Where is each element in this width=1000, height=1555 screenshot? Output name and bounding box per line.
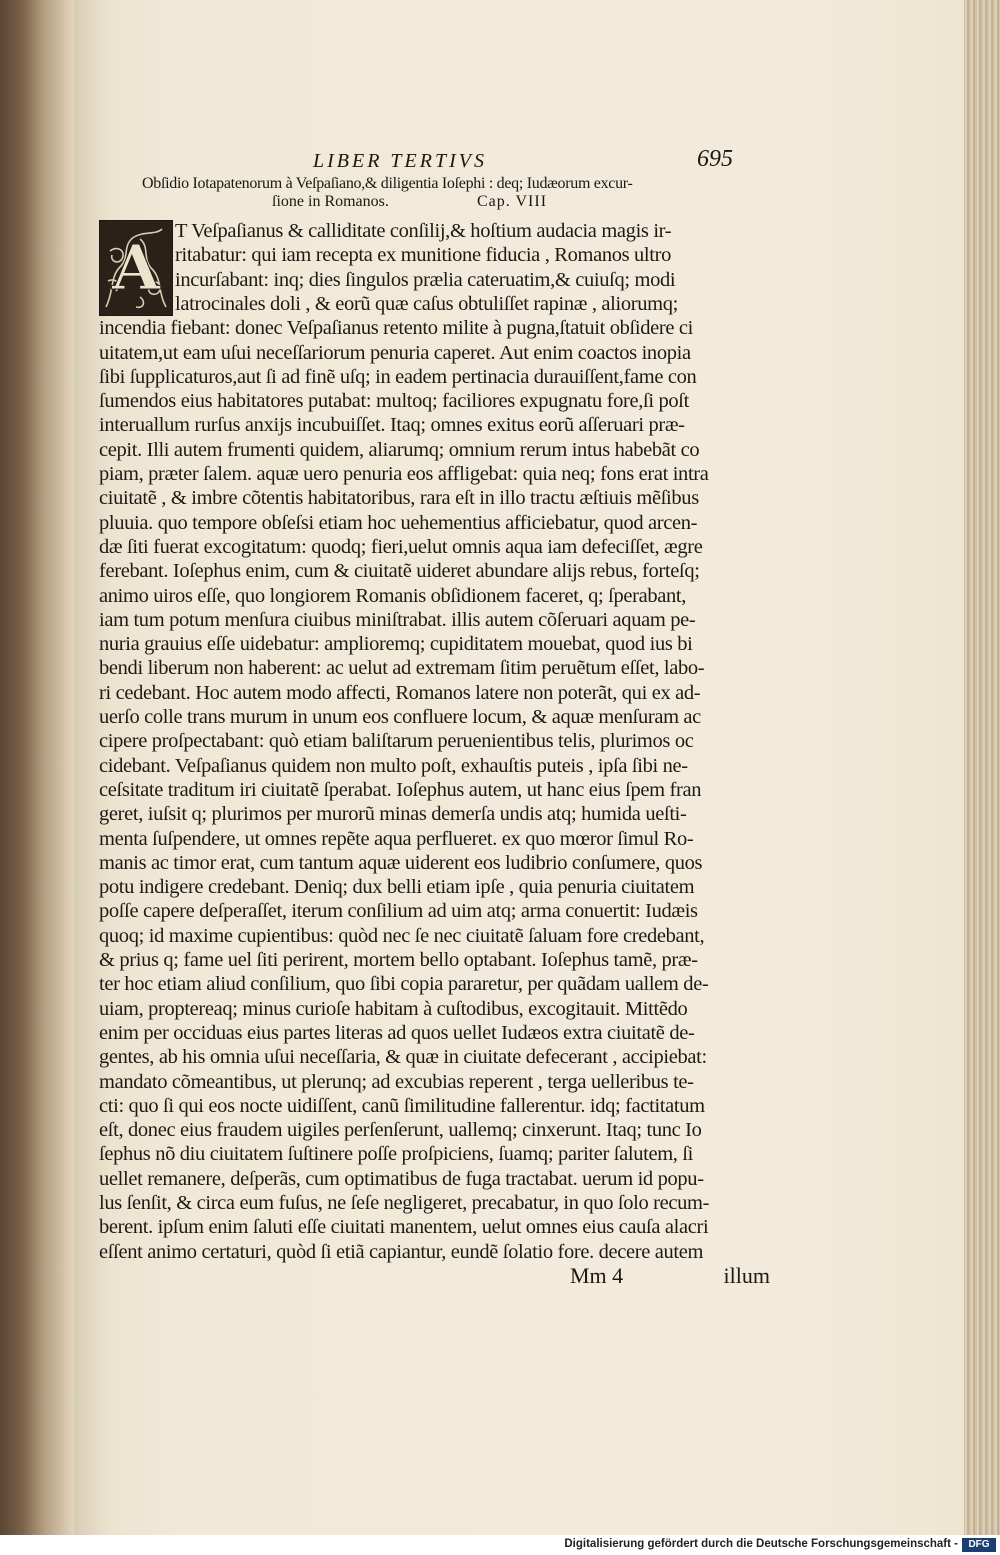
text-line: eſt, donec eius fraudem uigiles perſenſerunt, uallemq; cinxerunt. Itaq; tunc Io xyxy=(99,1119,702,1142)
decorated-initial xyxy=(99,220,173,316)
text-line: dæ ſiti fuerat excogitatum: quodq; fieri,uelut omnis aqua iam defeciſſet, ægre xyxy=(99,535,703,558)
text-line: ſephus nõ diu ciuitatem ſuſtinere poſſe proſpiciens, ſuamq; pariter ſalutem, ſi xyxy=(99,1143,694,1166)
chapter-heading-line-2: ſione in Romanos. xyxy=(272,193,389,210)
running-head-title: LIBER TERTIVS xyxy=(313,150,487,172)
text-line: ferebant. Ioſephus enim, cum & ciuitatẽ uideret abundare alijs rebus, forteſq; xyxy=(99,560,700,583)
text-line: ſibi ſupplicaturos,aut ſi ad finẽ uſq; in eadem pertinacia durauiſſent,fame con xyxy=(99,365,697,388)
text-line: piam, præter ſalem. aquæ uero penuria eos affligebat: quia neq; fons erat intra xyxy=(99,463,709,485)
text-line: uellet remanere, deſperãs, cum optimatibus de fuga tractabat. uerum id popu- xyxy=(99,1167,704,1190)
text-line: uitatem,ut eam uſui neceſſariorum penuria caperet. Aut enim coactos inopia xyxy=(99,341,691,364)
digitization-notice: Digitalisierung gefördert durch die Deutsche Forschungsgemeinschaft - xyxy=(564,1538,958,1550)
chapter-heading xyxy=(142,174,772,214)
text-line: lus ſenſit, & circa eum fuſus, ne ſeſe negligeret, precabatur, in quo ſolo recum- xyxy=(99,1192,710,1214)
text-line: interuallum rurſus anxijs incubuiſſet. Itaq; omnes exitus eorũ aſſeruari præ- xyxy=(99,414,685,437)
text-line: uerſo colle trans murum in unum eos confluere locum, & aquæ menſuram ac xyxy=(99,706,701,728)
text-line: eſſent animo certaturi, quòd ſi etiã capiantur, eundẽ ſolatio fore. decere autem xyxy=(99,1240,704,1263)
text-line: ceſsitate traditum iri ciuitatẽ ſperabat. Ioſephus autem, ut hanc eius ſpem fran xyxy=(99,778,702,801)
text-line: ritabatur: qui iam recepta ex munitione fiducia , Romanos ultro xyxy=(175,244,671,267)
text-line: cidebant. Veſpaſianus quidem non multo poſt, exhauſtis puteis , ipſa ſibi ne- xyxy=(99,754,688,777)
text-line: quoq; id maxime cupientibus: quòd nec ſe nec ciuitatẽ ſaluam fore credebant, xyxy=(99,924,705,947)
digitization-footer xyxy=(0,1535,1000,1555)
text-line: incurſabant: inq; dies ſingulos prælia cateruatim,& cuiuſq; modi xyxy=(175,268,676,291)
text-line: ter hoc etiam aliud conſilium, quo ſibi copia pararetur, per quãdam uallem de- xyxy=(99,973,709,996)
text-line: cepit. Illi autem frumenti quidem, aliarumq; omnium rerum intus habebãt co xyxy=(99,438,700,461)
text-line: latrocinales doli , & eorũ quæ caſus obtuliſſet rapinæ , aliorumq; xyxy=(175,292,678,315)
chapter-heading-line-1: Obſidio Iotapatenorum à Veſpaſiano,& diligentia Ioſephi : deq; Iudæorum excur- xyxy=(142,175,633,192)
text-line: animo uiros eſſe, quo longiorem Romanis obſidionem faceret, q; ſperabant, xyxy=(99,584,687,607)
folio-number: 695 xyxy=(697,146,733,172)
body-text xyxy=(99,218,765,1263)
text-line: & prius q; fame uel ſiti perirent, mortem bello optabant. Ioſephus tamẽ, præ- xyxy=(99,949,698,971)
book-binding-edge xyxy=(0,0,74,1535)
text-line: nuria grauius eſſe uidebatur: amplioremq; cupiditatem mouebat, quod ius bi xyxy=(99,633,693,656)
catchword: illum xyxy=(723,1263,770,1288)
dfg-logo: DFG xyxy=(962,1538,996,1552)
text-line: enim per occiduas eius partes literas ad quos uellet Iudæos extra ciuitatẽ de- xyxy=(99,1021,695,1044)
text-line: cipere proſpectabant: quò etiam baliſtarum peruenientibus telis, plurimos oc xyxy=(99,730,694,753)
page-stack-edge xyxy=(964,0,1000,1535)
initial-letter: A xyxy=(111,231,161,304)
text-line: cti: quo ſi qui eos nocte uidiſſent, canũ ſimilitudine fallerentur. idq; factitatum xyxy=(99,1094,705,1117)
text-line: T Veſpaſianus & calliditate conſilij,& hoſtium audacia magis ir- xyxy=(175,220,672,242)
text-line: menta ſuſpendere, ut omnes repẽte aqua perflueret. ex quo mœror ſimul Ro- xyxy=(99,827,694,850)
text-line: mandato cõmeantibus, ut plerunq; ad excubias reperent , terga uelleribus te- xyxy=(99,1070,694,1093)
text-line: incendia fiebant: donec Veſpaſianus retento milite à pugna,ſtatuit obſidere ci xyxy=(99,317,693,340)
decorated-initial-icon xyxy=(100,221,172,315)
catchword-line xyxy=(570,1263,770,1289)
text-line: potu indigere credebant. Deniq; dux belli etiam ipſe , quia penuria ciuitatem xyxy=(99,876,695,899)
text-line: poſſe capere deſperaſſet, iterum conſilium ad uim atq; arma conuertit: Iudæis xyxy=(99,900,698,923)
text-line: pluuia. quo tempore obſeſsi etiam hoc uehementius afficiebatur, quod arcen- xyxy=(99,511,698,534)
text-line: ciuitatẽ , & imbre cõtentis habitatoribus, rara eſt in illo tractu æſtiuis mẽſibus xyxy=(99,487,699,510)
text-line: berent. ipſum enim ſaluti eſſe ciuitati manentem, uelut omnes eius cauſa alacri xyxy=(99,1216,709,1239)
text-line: manis ac timor erat, cum tantum aquæ uiderent eos ludibrio conſumere, quos xyxy=(99,851,703,874)
text-line: iam tum potum menſura ciuibus miniſtrabat. illis autem cõſeruari aquam pe- xyxy=(99,608,696,631)
text-line: geret, iuſsit q; plurimos per murorũ minas demerſa undis atq; humida ueſti- xyxy=(99,803,687,826)
chapter-number: Cap. VIII xyxy=(477,193,548,210)
text-line: ſumendos eius habitatores putabat: multoq; faciliores expugnatu fore,ſi poſt xyxy=(99,390,689,413)
text-line: gentes, ab his omnia uſui neceſſaria, & quæ in ciuitate defecerant , accipiebat: xyxy=(99,1046,707,1069)
text-line: uiam, proptereaq; minus curioſe habitam à cuſtodibus, excogitauit. Mittẽdo xyxy=(99,997,688,1020)
signature-mark: Mm 4 xyxy=(570,1263,624,1288)
text-line: bendi liberum non haberent: ac uelut ad extremam ſitim peruẽtum eſſet, labo- xyxy=(99,657,705,680)
text-line: ri cedebant. Hoc autem modo affecti, Romanos latere non poterãt, qui ex ad- xyxy=(99,681,701,704)
